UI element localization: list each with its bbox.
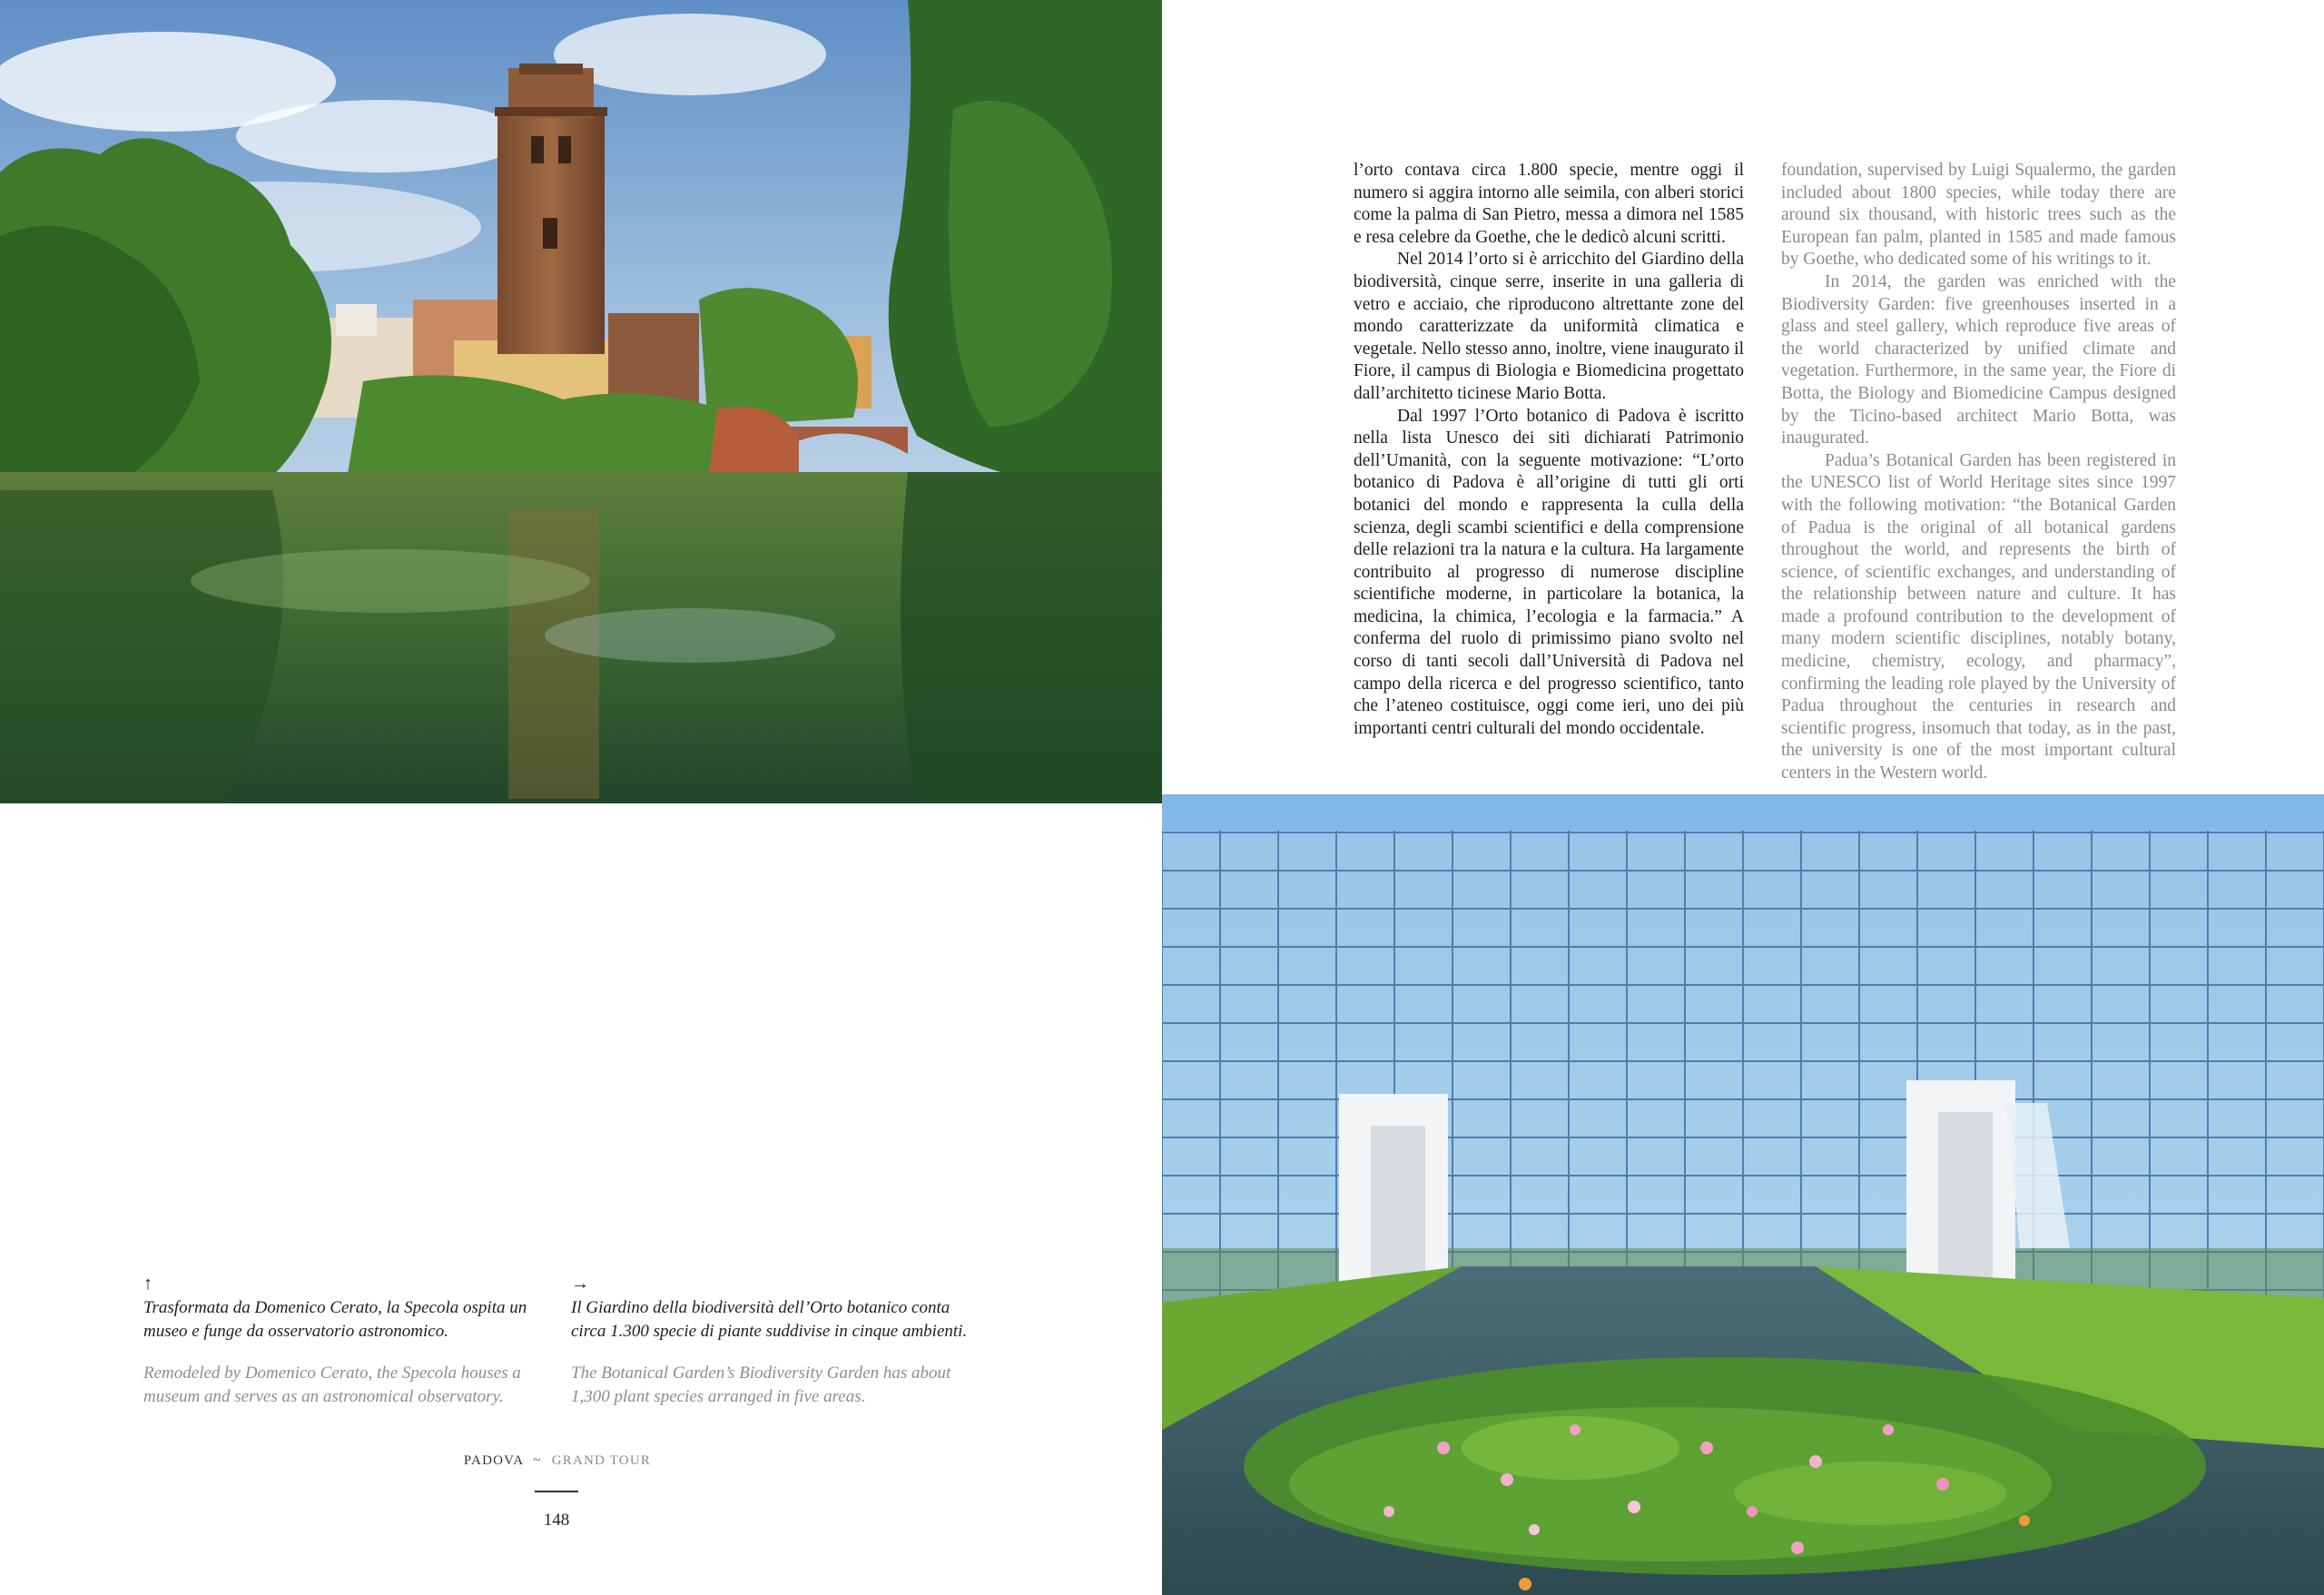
caption-english: Remodeled by Domenico Cerato, the Specola houses a museum and serves as an astronomical observatory. [143, 1364, 521, 1406]
footer-city: PADOVA [463, 1453, 524, 1468]
body-paragraph: Padua’s Botanical Garden has been registered in the UNESCO list of World Heritage sites since 1997 with the following motivation: “the Botanical Garden of Padua is the original of all botanical gardens throughout the world, and represents the birth of science, of scientific exchanges, and understanding of the relationship between nature and culture. It has made a profound contribution to the development of many modern scientific disciplines, notably botany, medicine, chemistry, ecology, and pharmacy”, confirming the leading role played by the University of Padua throughout the centuries in research and scientific progress, insomuch that today, as in the past, the university is one of the most important cultural centers in the Western world. [1781, 450, 2176, 783]
running-footer [0, 1453, 1115, 1469]
page-number: 148 [543, 1511, 570, 1530]
caption-specola [143, 1275, 534, 1408]
body-column-italian [1354, 160, 1744, 740]
footer-separator: ~ [533, 1453, 542, 1468]
greenhouse-photo [1162, 794, 2324, 1595]
caption-greenhouse [571, 1275, 970, 1408]
body-paragraph: l’orto contava circa 1.800 specie, mentre oggi il numero si aggira intorno alle seimila, con alberi storici come la palma di San Pietro, messa a dimora nel 1585 e resa celebre da Goethe, che le dedicò alcuni scritti. [1354, 161, 1744, 247]
caption-italian: Il Giardino della biodiversità dell’Orto botanico conta circa 1.300 specie di piante suddivise in cinque ambienti. [571, 1298, 968, 1341]
body-paragraph: foundation, supervised by Luigi Squalermo, the garden included about 1800 species, while today there are around six thousand, with historic trees such as the European fan palm, planted in 1585 and made famous by Goethe, who dedicated some of his writings to it. [1781, 161, 2176, 270]
body-paragraph: In 2014, the garden was enriched with the Biodiversity Garden: five greenhouses inserted in a glass and steel gallery, which reproduce five areas of the world characterized by unified climate and vegetation. Furthermore, in the same year, the Fiore di Botta, the Biology and Biomedicine Campus designed by the Ticino-based architect Mario Botta, was inaugurated. [1781, 271, 2176, 448]
arrow-up-icon: ↑ [143, 1274, 153, 1294]
specola-photo [0, 0, 1162, 803]
body-column-english [1781, 160, 2176, 785]
caption-english: The Botanical Garden’s Biodiversity Garden has about 1,300 plant species arranged in five areas. [571, 1364, 951, 1406]
body-paragraph: Dal 1997 l’Orto botanico di Padova è iscritto nella lista Unesco dei siti dichiarati Patrimonio dell’Umanità, con la seguente motivazione: “L’orto botanico di Padova è all’origine di tutti gli orti botanici del mondo e rappresenta la culla della scienza, degli scambi scientifici e della comprensione delle relazioni tra la natura e la cultura. Ha largamente contribuito al progresso di numerose discipline scientifiche moderne, in particolare la botanica, la medicina, la chimica, l’ecologia e la farmacia.” A conferma del ruolo di primissimo piano svolto nel corso di tanti secoli dall’Università di Padova nel campo della ricerca e del progresso scientifico, tanto che l’ateneo costituisce, oggi come ieri, uno dei più importanti centri culturali del mondo occidentale. [1354, 406, 1744, 738]
footer-section: GRAND TOUR [551, 1453, 652, 1468]
arrow-right-icon: → [571, 1274, 589, 1294]
footer-divider [535, 1491, 578, 1492]
body-paragraph: Nel 2014 l’orto si è arricchito del Giardino della biodiversità, cinque serre, inserite in una galleria di vetro e acciaio, che riproducono altrettante zone del mondo caratterizzate da uniformità climatica e vegetale. Nello stesso anno, inoltre, viene inaugurato il Fiore, il campus di Biologia e Biomedicina progettato dall’architetto ticinese Mario Botta. [1354, 250, 1744, 403]
caption-italian: Trasformata da Domenico Cerato, la Specola ospita un museo e funge da osservatorio astronomico. [143, 1298, 527, 1341]
